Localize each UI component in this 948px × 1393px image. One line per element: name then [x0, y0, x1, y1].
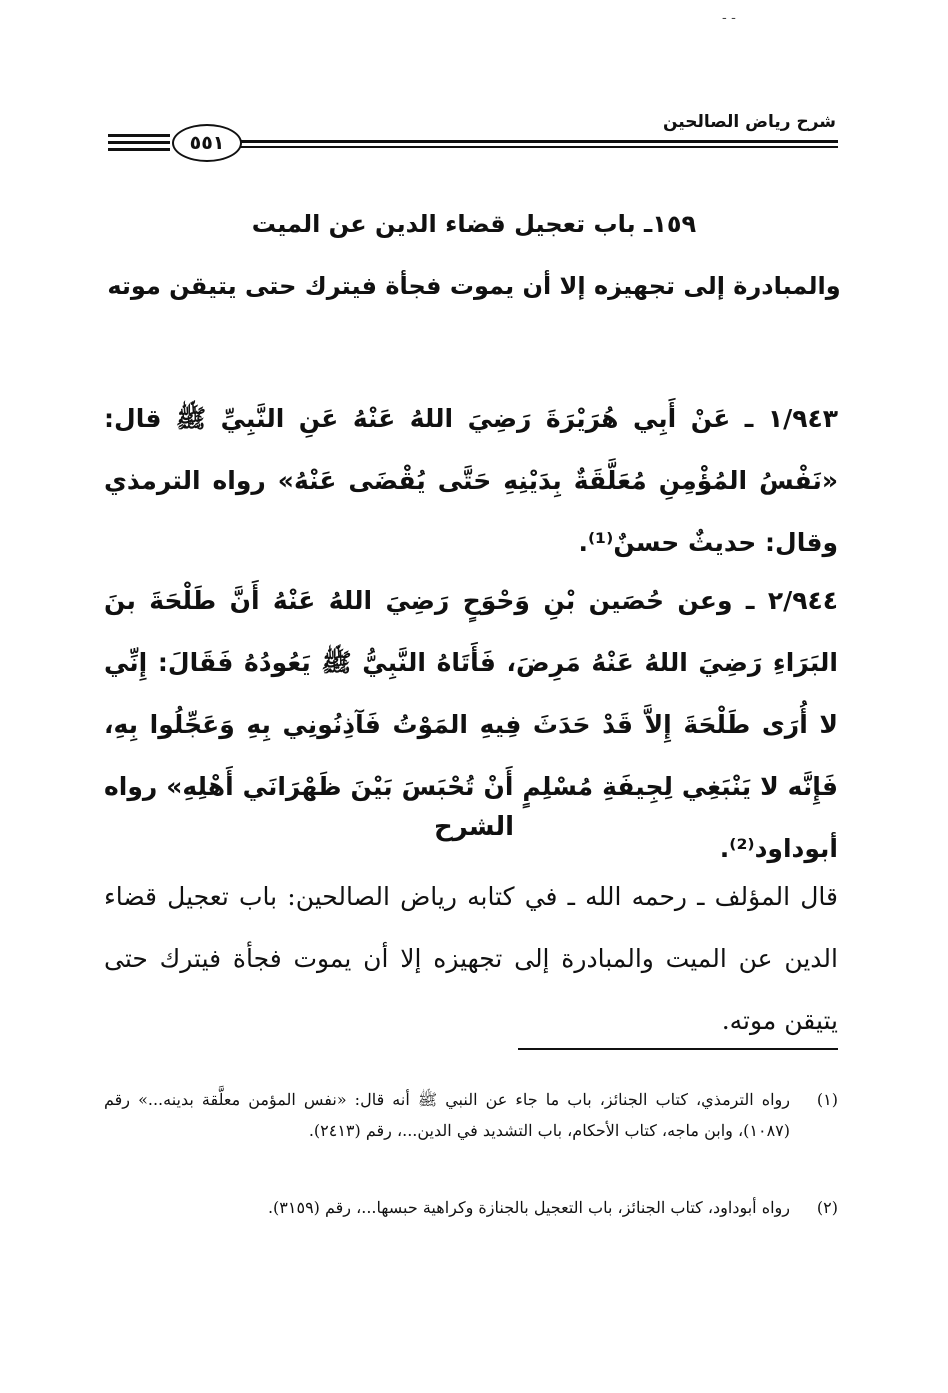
chapter-title: ١٥٩ـ باب تعجيل قضاء الدين عن الميت	[251, 210, 697, 238]
footnote-2	[104, 1192, 838, 1223]
running-title: شرح رياض الصالحين	[662, 112, 836, 132]
chapter-subtitle: والمبادرة إلى تجهيزه إلا أن يموت فجأة فيترك حتى يتيقن موته	[107, 272, 841, 300]
footnote-text: رواه أبوداود، كتاب الجنائز، باب التعجيل بالجنازة وكراهية حبسها...، رقم (٣١٥٩).	[267, 1198, 790, 1217]
footnote-text: رواه الترمذي، كتاب الجنائز، باب ما جاء عن النبي ﷺ أنه قال: «نفس المؤمن معلَّقة بدينه...» رقم (١٠٨٧)، وابن ماجه، كتاب الأحكام، باب التشديد في الدين...، رقم (٢٤١٣).	[104, 1090, 790, 1140]
hadith-944: ٢/٩٤٤ ـ وعن حُصَين بْنِ وَحْوَحٍ رَضِيَ اللهُ عَنْهُ أَنَّ طَلْحَةَ بنَ البَرَاءِ رَضِيَ اللهُ عَنْهُ مَرِضَ، فَأَتَاهُ النَّبِيُّ ﷺ يَعُودُهُ فَقَالَ: إِنِّي لا أُرَى طَلْحَةَ إِلاَّ قَدْ حَدَثَ فِيهِ المَوْتُ فَآذِنُونِي بِهِ وَعَجِّلُوا بِهِ، فَإِنَّه لا يَنْبَغِي لِجِيفَةِ مُسْلِمٍ أَنْ تُحْبَسَ بَيْنَ ظَهْرَانَي أَهْلِهِ» رواه أبوداود⁽²⁾.	[104, 586, 838, 863]
corner-mark: - -	[722, 10, 736, 26]
footnote-1	[104, 1084, 838, 1146]
sharh-heading: الشرح	[433, 812, 515, 842]
commentary-paragraph: قال المؤلف ـ رحمه الله ـ في كتابه رياض الصالحين: باب تعجيل قضاء الدين عن الميت والمبادرة إلى تجهيزه إلا أن يموت فجأة فيترك حتى يتيقن موته.	[104, 882, 838, 1035]
footnote-separator	[518, 1048, 838, 1050]
footnote-number: (١)	[816, 1090, 838, 1109]
page-number: ٥٥١	[172, 124, 242, 162]
hadith-943: ١/٩٤٣ ـ عَنْ أَبِي هُرَيْرَةَ رَضِيَ اللهُ عَنْهُ عَنِ النَّبِيِّ ﷺ قال: «نَفْسُ المُؤْمِنِ مُعَلَّقَةٌ بِدَيْنِهِ حَتَّى يُقْضَى عَنْهُ» رواه الترمذي وقال: حديثٌ حسنٌ⁽¹⁾.	[104, 404, 838, 557]
footnote-number: (٢)	[816, 1198, 838, 1217]
